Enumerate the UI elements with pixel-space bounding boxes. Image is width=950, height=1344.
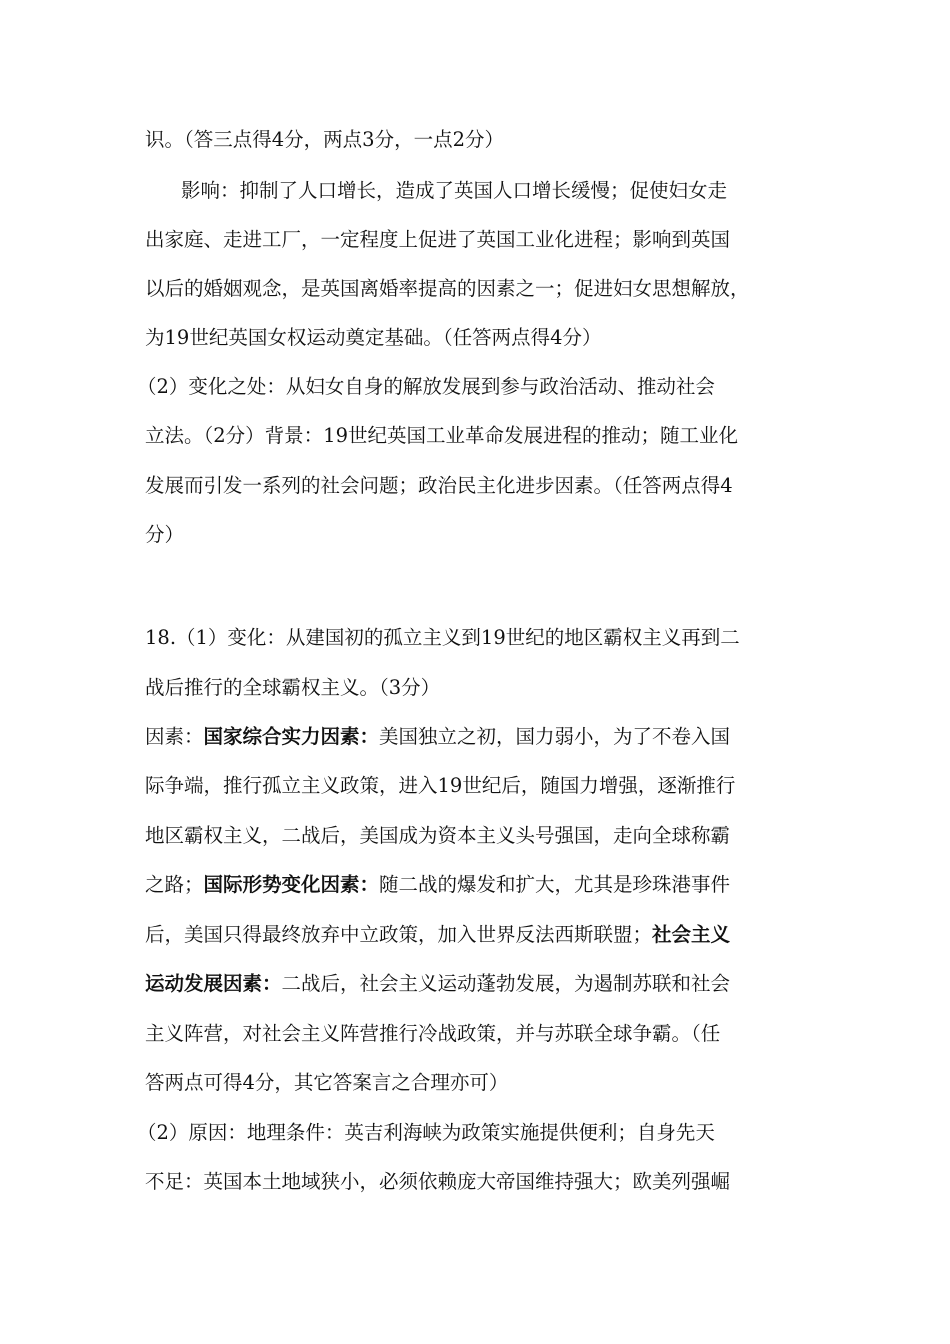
text-line: [145, 920, 815, 950]
bold-term: 运动发展因素：: [145, 972, 282, 995]
text-line: 主义阵营，对社会主义阵营推行冷战政策，并与苏联全球争霸。（任: [145, 1022, 721, 1045]
text-line: [145, 722, 815, 752]
text-line: 际争端，推行孤立主义政策，进入19世纪后，随国力增强，逐渐推行: [145, 774, 736, 797]
text-line: 18.（1）变化：从建国初的孤立主义到19世纪的地区霸权主义再到二: [145, 626, 740, 649]
text-line: 识。（答三点得4分，两点3分，一点2分）: [145, 128, 504, 151]
line-text: 后，美国只得最终放弃中立政策，加入世界反法西斯联盟；: [145, 923, 653, 946]
text-line: [145, 969, 815, 999]
text-line: 出家庭、走进工厂，一定程度上促进了英国工业化进程；影响到英国: [145, 228, 731, 251]
text-line: 不足：英国本土地域狭小，必须依赖庞大帝国维持强大；欧美列强崛: [145, 1170, 731, 1193]
text-line: 立法。（2分）背景：19世纪英国工业革命发展进程的推动；随工业化: [145, 424, 738, 447]
text-line: 分）: [145, 523, 185, 546]
line-text: 美国独立之初，国力弱小，为了不卷入国: [379, 725, 731, 748]
text-line: 答两点可得4分，其它答案言之合理亦可）: [145, 1071, 509, 1094]
text-line: 以后的婚姻观念，是英国离婚率提高的因素之一；促进妇女思想解放，: [145, 277, 750, 300]
line-text: 因素：: [145, 725, 204, 748]
text-line: 地区霸权主义，二战后，美国成为资本主义头号强国，走向全球称霸: [145, 824, 731, 847]
text-line: 发展而引发一系列的社会问题；政治民主化进步因素。（任答两点得4: [145, 474, 733, 497]
bold-term: 国际形势变化因素：: [203, 873, 380, 896]
text-line: （2）变化之处：从妇女自身的解放发展到参与政治活动、推动社会: [137, 375, 715, 398]
line-text: 二战后，社会主义运动蓬勃发展，为遏制苏联和社会: [281, 972, 731, 995]
text-line: [145, 870, 815, 900]
text-line: （2）原因：地理条件：英吉利海峡为政策实施提供便利；自身先天: [137, 1121, 715, 1144]
text-line: 为19世纪英国女权运动奠定基础。（任答两点得4分）: [145, 326, 602, 349]
bold-term: 国家综合实力因素：: [203, 725, 380, 748]
bold-term: 社会主义: [652, 923, 731, 946]
text-line: 战后推行的全球霸权主义。（3分）: [145, 676, 441, 699]
line-text: 之路；: [145, 873, 204, 896]
text-line: 影响：抑制了人口增长，造成了英国人口增长缓慢；促使妇女走: [181, 179, 728, 202]
line-text: 随二战的爆发和扩大，尤其是珍珠港事件: [379, 873, 731, 896]
